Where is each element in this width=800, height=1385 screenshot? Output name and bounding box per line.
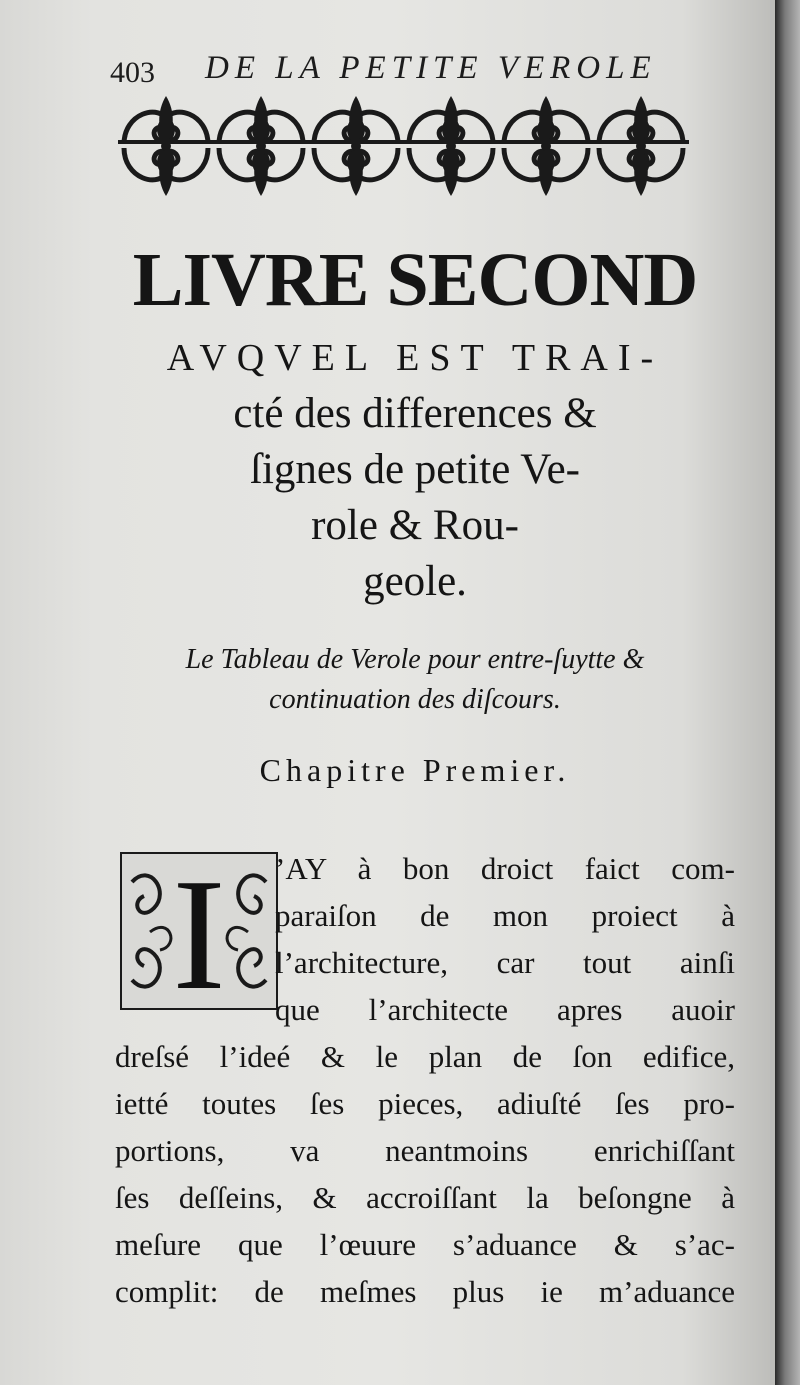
- drop-cap-letter: I: [172, 852, 226, 1010]
- subtitle-line: AVQVEL EST TRAI-: [166, 337, 664, 379]
- body-paragraph: [115, 845, 735, 1315]
- chapter-argument: [100, 640, 730, 720]
- subtitle-line: role & Rou-: [311, 502, 519, 549]
- running-title: DE LA PETITE VEROLE: [205, 50, 657, 86]
- subtitle-line: cté des differences &: [233, 390, 597, 437]
- body-line: meſure que l’œuure s’aduance & s’ac-: [115, 1227, 735, 1262]
- body-line: portions, va neantmoins enrichiſſant: [115, 1133, 735, 1168]
- page-number: 403: [110, 56, 155, 89]
- body-line: que l’architecte apres auoir: [275, 992, 735, 1027]
- body-line: l’architecture, car tout ainſi: [275, 945, 735, 980]
- body-line: ietté toutes ſes pieces, adiuſté ſes pro-: [115, 1086, 735, 1121]
- body-line: ſes deſſeins, & accroiſſant la beſongne à: [115, 1180, 735, 1215]
- ornamental-headpiece: [118, 92, 690, 200]
- body-line: dreſsé l’ideé & le plan de ſon edifice,: [115, 1039, 735, 1074]
- title-block: [100, 230, 730, 789]
- argument-line: Le Tableau de Verole pour entre-ſuytte &: [185, 644, 645, 675]
- book-gutter-shadow: [775, 0, 800, 1385]
- chapter-heading: Chapitre Premier.: [259, 752, 571, 788]
- book-title: LIVRE SECOND: [132, 238, 698, 322]
- subtitle-line: ſignes de petite Ve-: [250, 446, 580, 493]
- body-line: complit: de meſmes plus ie m’aduance: [115, 1274, 735, 1309]
- running-head: [110, 48, 710, 92]
- body-line: ’AY à bon droict faict com-: [275, 851, 735, 886]
- argument-line: continuation des diſcours.: [269, 684, 561, 715]
- subtitle-line: geole.: [363, 558, 467, 605]
- body-line: paraiſon de mon proiect à: [275, 898, 735, 933]
